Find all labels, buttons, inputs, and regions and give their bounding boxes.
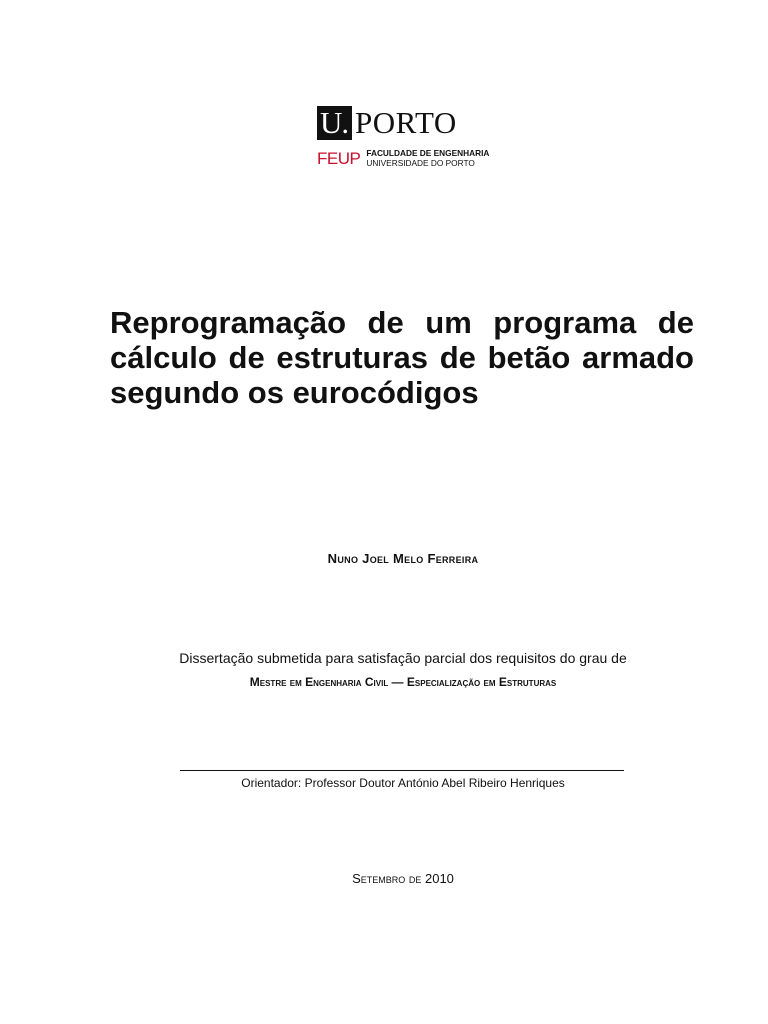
feup-logo-row [317, 149, 517, 168]
thesis-title: Reprogramação de um programa de cálculo de estruturas de betão armado segundo os eurocódigos [110, 305, 694, 410]
signature-rule [180, 770, 624, 771]
u-logo-box: U. [317, 106, 352, 140]
advisor-line: Orientador: Professor Doutor António Abel Ribeiro Henriques [241, 776, 565, 790]
degree-name: Mestre em Engenharia Civil — Especialização em Estruturas [249, 675, 557, 689]
porto-wordmark: PORTO [355, 105, 457, 140]
university-logo [317, 106, 517, 176]
faculty-name [366, 149, 489, 168]
faculty-line-2: UNIVERSIDADE DO PORTO [366, 157, 475, 168]
faculty-line-1: FACULDADE DE ENGENHARIA [366, 148, 490, 158]
uporto-logo-row [317, 106, 517, 140]
author-name: Nuno Joel Melo Ferreira [327, 551, 479, 566]
dissertation-statement: Dissertação submetida para satisfação parcial dos requisitos do grau de [179, 650, 627, 666]
feup-wordmark: FEUP [317, 148, 361, 168]
submission-date: Setembro de 2010 [352, 871, 454, 886]
